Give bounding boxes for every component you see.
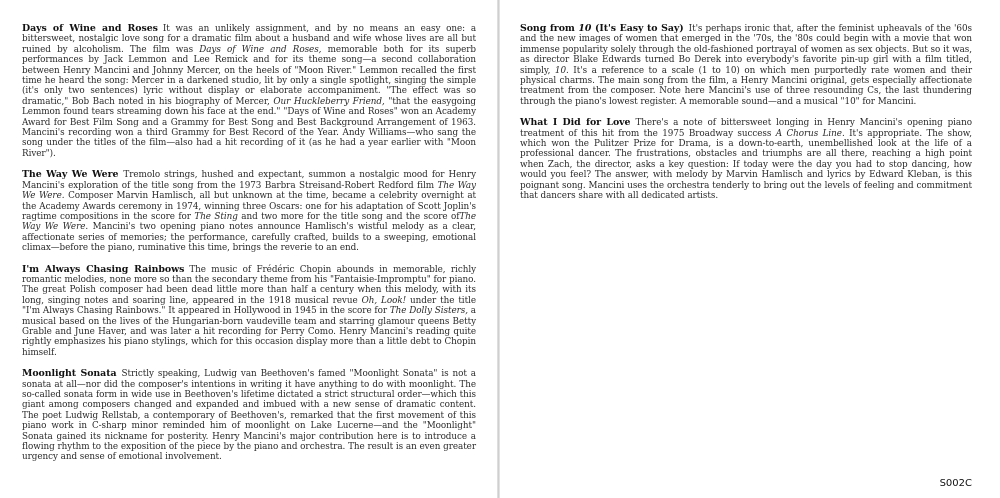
- italic-title-text: A Chorus Line.: [775, 128, 845, 139]
- body-text: It's a reference to a scale (1 to 10) on which men purportedly rate women and their physical charms. The main song from the film, a Henry Mancini original, gets especially affectionate treatment from the composer. Note here Mancini's use of three resounding Cs, the last thundering through the piano's lowest register. A memorable sound—and a musical "10" for Mancini.: [520, 65, 973, 107]
- italic-title-text: The Way We Were.: [22, 180, 476, 202]
- italic-title-text: The Dolly Sisters,: [389, 306, 468, 317]
- catalog-code: S002C: [939, 478, 972, 489]
- body-text: Mancini's two opening piano notes announce Hamlisch's wistful melody as a clear, affectionate series of memories; the performance, carefully crafted, builds to a sweeping, emotional climax—before the piano, ruminative this time, brings the reverie to an end.: [22, 222, 476, 254]
- song-title: What I Did for Love: [520, 117, 631, 129]
- left-page: [0, 0, 498, 498]
- note-paragraph: [22, 369, 476, 463]
- body-text: and two more for the title song and the score of: [237, 211, 460, 222]
- left-column: [22, 24, 476, 463]
- body-text: It's perhaps ironic that, after the feminist upheavals of the '60s and the new images of women that emerged in the '70s, the '80s could begin with a movie that won immense popularity solely through the old-fashioned portrayal of women as sex objects. But so it was, as director Blake Edwards turned Bo Derek into everybody's favorite pin-up girl with a film titled, simply,: [520, 24, 972, 76]
- song-title: Days of Wine and Roses: [22, 23, 158, 34]
- note-i-m-always-chasing-rainbows: [22, 265, 476, 359]
- note-paragraph: [22, 265, 476, 359]
- body-text: "that the easygoing Lemmon found tears streaming down his face at the end." "Days of Wine and Roses" won an Academy Award for Best Film Song and a Grammy for Best Song and Best Background Arrangement of 1963. Mancini's recording won a third Grammy for Best Record of the Year. Andy Williams—who sang the song under the titles of the film—also had a hit recording of it (as he had a year earlier with "Moon River").: [22, 96, 477, 159]
- song-title-part: 10: [578, 23, 592, 34]
- body-text: It's appropriate. The show, which won the Pulitzer Prize for Drama, is a down-to-earth, unembellished look at the life of a professional dancer. The frustrations, obstacles and triumphs are all there, reaching a high point when Zach, the director, asks a key question: If today were the day you had to stop dancing, how would you feel? The answer, with melody by Marvin Hamlisch and lyrics by Edward Kleban, is this poignant song. Mancini uses the orchestra tenderly to bring out the levels of feeling and commitment that dancers share with all dedicated artists.: [520, 128, 972, 202]
- body-text: Strictly speaking, Ludwig van Beethoven's famed "Moonlight Sonata" is not a sonata at all—nor did the composer's intentions in writing it have anything to do with moonlight. The so-called sonata form in wide use in Beethoven's lifetime dictated a strict structural order—which this giant among composers changed and expanded and imbued with a new sense of dramatic content. The poet Ludwig Rellstab, a contemporary of Beethoven's, remarked that the first movement of this piano work in C-sharp minor reminded him of moonlight on Lake Lucerne—and the "Moonlight" Sonata gained its nickname for posterity. Henry Mancini's major contribution here is to introduce a flowing rhythm to the exposition of the piece by the piano and orchestra. The result is an even greater urgency and sense of emotional involvement.: [22, 369, 476, 463]
- song-title-part: (It's Easy to Say): [591, 23, 684, 34]
- italic-title-text: The Way We Were.: [22, 211, 476, 233]
- song-title: The Way We Were: [22, 169, 119, 181]
- body-text: It was an unlikely assignment, and by no means an easy one: a bittersweet, nostalgic love song for a dramatic film about a husband and wife whose lives are all but ruined by alcoholism. The film was: [22, 24, 477, 55]
- body-text: under the title "I'm Always Chasing Rainbows." It appeared in Hollywood in 1945 in the score for: [22, 295, 476, 317]
- body-text: Tremolo strings, hushed and expectant, summon a nostalgic mood for Henry Mancini's exploration of the title song from the 1973 Barbra Streisand-Robert Redford film: [22, 170, 476, 191]
- note-paragraph: [520, 24, 972, 107]
- note-paragraph: [520, 118, 972, 201]
- italic-title-text: Days of Wine and Roses,: [199, 44, 322, 55]
- note-paragraph: [22, 24, 476, 159]
- note-paragraph: [22, 170, 476, 253]
- note-days-of-wine-and-roses: [22, 24, 476, 159]
- body-text: a musical based on the lives of the Hungarian-born vaudeville team and starring glamour queens Betty Grable and June Haver, and was later a hit recording for Perry Como. Henry Mancini's reading quite rightly emphasizes his piano stylings, which for this occasion display more than a little debt to Chopin himself.: [22, 306, 476, 358]
- song-title: Moonlight Sonata: [22, 368, 117, 380]
- right-page: [500, 0, 1000, 498]
- body-text: Composer Marvin Hamlisch, all but unknown at the time, became a celebrity overnight at the Academy Awards ceremony in 1974, winning three Oscars: one for his adaptation of Scott Joplin's ragtime compositions in the score for: [22, 191, 476, 222]
- italic-title-text: Our Huckleberry Friend,: [273, 96, 385, 107]
- italic-title-text: The Sting: [194, 211, 238, 222]
- body-text: memorable both for its superb performances by Jack Lemmon and Lee Remick and for its theme song—a second collaboration between Henry Mancini and Johnny Mercer, on the heels of "Moon River." Lemmon recalled the first time he heard the song: Mercer in a darkened studio, lit by only a single spotlight, singing the simple (it's only two sentences) lyric without display or elaborate accompaniment. "The effect was so dramatic," Bob Bach noted in his biography of Mercer,: [22, 44, 477, 107]
- song-title: [520, 23, 684, 34]
- right-column: [520, 24, 972, 202]
- note-what-i-did-for-love: [520, 118, 972, 201]
- song-title-part: Song from: [520, 23, 579, 34]
- italic-title-text: Oh, Look!: [361, 295, 407, 306]
- body-text: The music of Frédéric Chopin abounds in memorable, richly romantic melodies, none more so than the secondary theme from his "Fantaisie-Impromptu" for piano. The great Polish composer had been dead little more than half a century when this melody, with its long, singing notes and soaring line, appeared in the 1918 musical revue: [22, 264, 476, 306]
- body-text: There's a note of bittersweet longing in Henry Mancini's opening piano treatment of this hit from the 1975 Broadway success: [520, 118, 972, 139]
- note-song-from-10-it-s-easy-to-say: [520, 24, 972, 107]
- note-moonlight-sonata: [22, 369, 476, 463]
- song-title: I'm Always Chasing Rainbows: [22, 263, 185, 275]
- italic-title-text: 10.: [554, 65, 569, 76]
- note-the-way-we-were: [22, 170, 476, 253]
